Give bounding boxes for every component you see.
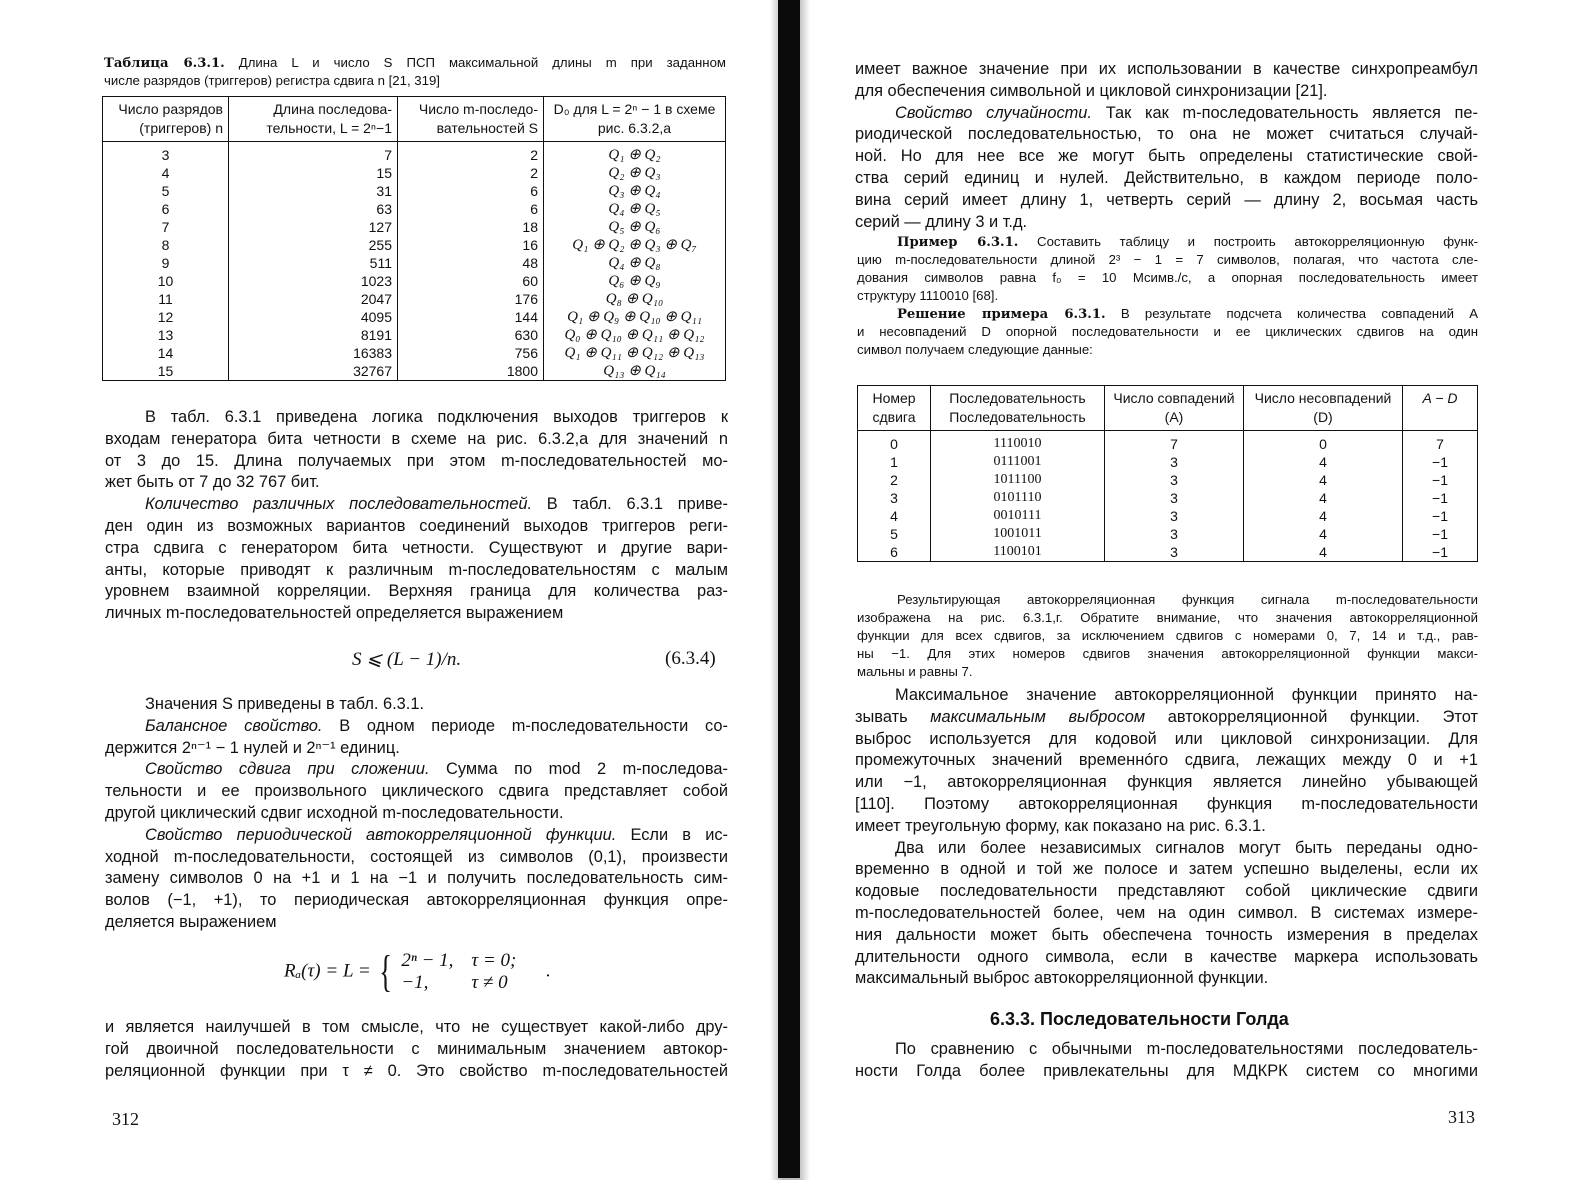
text-span: В табл. 6.3.1 приве- <box>532 495 728 514</box>
text-line: имеет важное значение при их использовании в качестве синхропреамбул <box>855 60 1478 78</box>
table-cell: 15 <box>229 164 398 182</box>
text-line: имеет треугольную форму, как показано на рис. 6.3.1. <box>855 816 1266 835</box>
table-cell: 0010111 <box>931 507 1105 525</box>
text-line: дования символов равна f₀ = 10 Мсимв./с, а опорная последовательность имеет <box>857 270 1478 285</box>
paragraphs-2 <box>855 685 1478 990</box>
table-cell: −1 <box>1403 525 1478 543</box>
case1-value: 2ⁿ − 1, <box>401 950 454 971</box>
table-row <box>103 290 726 308</box>
table-cell: Q₆ ⊕ Q₉ <box>544 272 726 290</box>
table-cell: 5 <box>858 525 931 543</box>
text-line: изображена на рис. 6.3.1,г. Обратите внимание, что значения автокорреляционной <box>857 610 1478 625</box>
text-line <box>857 305 1478 323</box>
table-cell: 60 <box>398 272 544 290</box>
table-cell: 255 <box>229 236 398 254</box>
formula-lhs: Rₐ(τ) = L = <box>284 960 371 982</box>
page-number: 313 <box>1448 1107 1475 1127</box>
table-cell: 4 <box>1244 489 1403 507</box>
table-cell: 14 <box>103 344 229 362</box>
table-cell: −1 <box>1403 543 1478 562</box>
table-row <box>103 308 726 326</box>
text-line <box>105 716 728 738</box>
col-header-n: Число разрядов (триггеров) n <box>103 97 229 142</box>
table-cell: 7 <box>1403 431 1478 454</box>
sequence-length-table <box>102 96 726 381</box>
text-span: Если в ис- <box>616 825 728 844</box>
table-cell: 3 <box>1105 507 1244 525</box>
col-header-sequence: Последовательность Последовательность <box>931 386 1105 431</box>
table-cell: 1023 <box>229 272 398 290</box>
text-line: волов (−1, +1), то периодическая автокорреляционная функция опре- <box>105 891 728 910</box>
table-cell: 11 <box>103 290 229 308</box>
table-cell: 5 <box>103 182 229 200</box>
text-line: мальны и равны 7. <box>857 664 973 679</box>
text-line: длительности одного символа, если в качестве маркера использовать <box>855 947 1478 966</box>
text-span: Так как m-последовательность является пе- <box>1091 103 1478 122</box>
table-cell: 4 <box>1244 453 1403 471</box>
table-cell: Q₀ ⊕ Q₁₀ ⊕ Q₁₁ ⊕ Q₁₂ <box>544 326 726 344</box>
table-cell: 0111001 <box>931 453 1105 471</box>
italic-term: Балансное свойство. <box>145 716 323 735</box>
text-line <box>105 825 728 847</box>
table-row <box>858 507 1478 525</box>
table-cell: 4 <box>1244 543 1403 562</box>
table-cell: Q₁ ⊕ Q₂ ⊕ Q₃ ⊕ Q₇ <box>544 236 726 254</box>
text-line: реляционной функции при τ ≠ 0. Это свойство m-последовательностей <box>105 1061 728 1080</box>
table-row <box>103 218 726 236</box>
text-span: Составить таблицу и построить автокорреляционную функ- <box>1018 234 1479 249</box>
text-line: структуру 1110010 [68]. <box>857 288 999 303</box>
table-cell: 4 <box>1244 525 1403 543</box>
text-line: Максимальное значение автокорреляционной функции принято на- <box>895 686 1478 704</box>
text-line <box>855 103 1478 125</box>
case2-value: −1, <box>401 972 429 993</box>
text-line: В табл. 6.3.1 приведена логика подключения выходов триггеров к <box>145 408 728 426</box>
table-cell: 32767 <box>229 362 398 381</box>
table-cell: 127 <box>229 218 398 236</box>
col-header-length: Длина последова- тельности, L = 2ⁿ−1 <box>229 97 398 142</box>
text-line: ной. Но для нее все же могут быть определены статистические свой- <box>855 147 1478 166</box>
table-cell: 12 <box>103 308 229 326</box>
table-cell: 2 <box>398 142 544 165</box>
italic-term: Свойство случайности. <box>895 103 1092 122</box>
text-line: промежуточных значений временнóго сдвига, лежащих между 0 и +1 <box>855 751 1478 770</box>
paragraphs-1 <box>855 59 1478 233</box>
table-cell: Q₁ ⊕ Q₁₁ ⊕ Q₁₂ ⊕ Q₁₃ <box>544 344 726 362</box>
table-cell: 9 <box>103 254 229 272</box>
table-caption <box>104 54 726 90</box>
formula-number: (6.3.4) <box>665 648 716 669</box>
text-line: жет быть от 7 до 32 767 бит. <box>105 473 320 492</box>
table-row <box>103 164 726 182</box>
text-line: серий — длину 3 и т.д. <box>855 212 1028 231</box>
formula-6-3-4: S ⩽ (L − 1)/n. <box>352 649 462 670</box>
text-line: числе разрядов (триггеров) регистра сдвига n [21, 319] <box>104 73 440 88</box>
table-cell: 1001011 <box>931 525 1105 543</box>
bold-label: Пример 6.3.1. <box>897 235 1019 250</box>
text-line <box>105 759 728 781</box>
text-line: выброс используется для кодовой или цикловой синхронизации. Для <box>855 729 1478 748</box>
text-line <box>855 707 1478 729</box>
col-header-mismatches: Число несовпадений (D) <box>1244 386 1403 431</box>
table-row <box>103 200 726 218</box>
table-row <box>103 142 726 165</box>
table-cell: Q₃ ⊕ Q₄ <box>544 182 726 200</box>
page-313 <box>800 0 1593 1199</box>
text-line: ны −1. Для этих номеров сдвигов значения автокорреляционной функции макси- <box>857 646 1478 661</box>
text-line: символ получаем следующие данные: <box>857 342 1093 357</box>
paragraphs-1 <box>105 407 728 625</box>
text-line: и несовпадений D опорной последовательности и ее циклических сдвигов на один <box>857 324 1478 339</box>
table-row <box>103 272 726 290</box>
table-cell: 0101110 <box>931 489 1105 507</box>
text-line: функции для всех сдвигов, за исключением сдвигов с номерами 0, 7, 14 и т.д., рав- <box>857 628 1478 643</box>
text-line: и является наилучшей в том смысле, что не существует какой-либо дру- <box>105 1018 728 1036</box>
table-cell: 2 <box>398 164 544 182</box>
result-note <box>857 591 1478 681</box>
table-cell: Q₈ ⊕ Q₁₀ <box>544 290 726 308</box>
table-cell: 6 <box>398 200 544 218</box>
page-number: 312 <box>112 1109 139 1129</box>
formula-end: . <box>546 960 551 982</box>
table-row <box>858 489 1478 507</box>
table-cell: 6 <box>103 200 229 218</box>
case2-cond: τ ≠ 0 <box>471 972 508 993</box>
text-line: кодовые последовательности представляют собой циклические сдвиги <box>855 882 1478 901</box>
table-cell: 4 <box>103 164 229 182</box>
table-cell: 511 <box>229 254 398 272</box>
text-line: [110]. Поэтому автокорреляционная функция m-последовательности <box>855 794 1478 813</box>
table-cell: Q₁ ⊕ Q₉ ⊕ Q₁₀ ⊕ Q₁₁ <box>544 308 726 326</box>
table-cell: 3 <box>103 142 229 165</box>
text-line: личных m-последовательностей определяется выражением <box>105 604 564 623</box>
table-cell: −1 <box>1403 471 1478 489</box>
italic-term: Свойство периодической автокорреляционной функции. <box>145 825 617 844</box>
table-cell: 3 <box>1105 525 1244 543</box>
text-line: вина серий имеет длину 1, четверть серий — длину 2, восьмая часть <box>855 190 1478 209</box>
table-cell: 13 <box>103 326 229 344</box>
table-cell: 6 <box>398 182 544 200</box>
table-row <box>103 344 726 362</box>
table-cell: 7 <box>103 218 229 236</box>
table-row <box>103 254 726 272</box>
table-cell: 3 <box>858 489 931 507</box>
table-cell: −1 <box>1403 453 1478 471</box>
brace: { <box>379 947 393 996</box>
table-cell: 16383 <box>229 344 398 362</box>
text-line: держится 2ⁿ⁻¹ − 1 нулей и 2ⁿ⁻¹ единиц. <box>105 738 400 757</box>
table-cell: 48 <box>398 254 544 272</box>
table-cell: 31 <box>229 182 398 200</box>
table-cell: 8 <box>103 236 229 254</box>
table-row <box>103 236 726 254</box>
table-cell: 756 <box>398 344 544 362</box>
table-cell: 3 <box>1105 471 1244 489</box>
table-cell: 3 <box>1105 489 1244 507</box>
table-cell: 8191 <box>229 326 398 344</box>
table-cell: Q₄ ⊕ Q₈ <box>544 254 726 272</box>
autocorrelation-formula <box>284 947 551 996</box>
text-line: уровнем взаимной корреляции. Верхняя граница для количества раз- <box>105 582 728 601</box>
italic-term: максимальным выбросом <box>930 707 1146 726</box>
text-line: для обеспечения символьной и цикловой синхронизации [21]. <box>855 81 1328 100</box>
table-cell: 2 <box>858 471 931 489</box>
bold-label: Таблица 6.3.1. <box>104 56 225 71</box>
text-line <box>104 54 726 72</box>
col-header-shift: Номер сдвига <box>858 386 931 431</box>
text-line: ден один из возможных вариантов соединений выходов триггеров реги- <box>105 516 728 535</box>
text-line: риодической последовательностью, то она не может считаться случай- <box>855 125 1478 144</box>
table-row <box>103 362 726 381</box>
table-cell: 4 <box>1244 471 1403 489</box>
table-cell: 4 <box>1244 507 1403 525</box>
text-line: ния дальности может быть обеспечена точность измерения в пределах <box>855 925 1478 944</box>
table-cell: 1110010 <box>931 431 1105 454</box>
text-line: входам генератора бита четности в схеме на рис. 6.3.2,а для значений n <box>105 429 728 448</box>
text-line: замену символов 0 на +1 и 1 на −1 и получить последовательность сим- <box>105 869 728 888</box>
section-heading: 6.3.3. Последовательности Голда <box>990 1009 1289 1029</box>
text-line: стра сдвига с генератором бита четности. Существуют и другие вари- <box>105 538 728 557</box>
paragraphs-3 <box>105 1017 728 1082</box>
table-cell: 1100101 <box>931 543 1105 562</box>
table-cell: 7 <box>229 142 398 165</box>
col-header-a-minus-d: A − D <box>1403 386 1478 431</box>
table-cell: 7 <box>1105 431 1244 454</box>
table-cell: 3 <box>1105 543 1244 562</box>
text-line: временно в одной и той же полосе и затем успешно выделены, если их <box>855 860 1478 879</box>
italic-term: Количество различных последовательностей. <box>145 495 533 514</box>
table-row <box>858 471 1478 489</box>
table-cell: −1 <box>1403 489 1478 507</box>
table-cell: 18 <box>398 218 544 236</box>
text-line: ности Голда более привлекательны для МДКРК систем со многими <box>855 1061 1478 1080</box>
table-cell: 0 <box>1244 431 1403 454</box>
col-header-count: Число m-последо- вательностей S <box>398 97 544 142</box>
table-cell: Q₁₃ ⊕ Q₁₄ <box>544 362 726 381</box>
table-cell: 63 <box>229 200 398 218</box>
table-cell: 1800 <box>398 362 544 381</box>
table-row <box>858 431 1478 454</box>
book-binding <box>778 0 800 1178</box>
table-cell: Q₅ ⊕ Q₆ <box>544 218 726 236</box>
formula-cases <box>401 950 541 994</box>
table-cell: 2047 <box>229 290 398 308</box>
table-cell: 4095 <box>229 308 398 326</box>
text-line: Результирующая автокорреляционная функция сигнала m-последовательности <box>897 592 1478 607</box>
paragraphs-2 <box>105 694 728 934</box>
page-312 <box>0 0 780 1199</box>
text-line: анты, которые приводят к различным m-последовательностям с малым <box>105 560 728 579</box>
table-cell: 16 <box>398 236 544 254</box>
text-span: Сумма по mod 2 m-последова- <box>429 760 728 779</box>
text-line: m-последовательностей более, чем на один символ. В системах измере- <box>855 903 1478 922</box>
text-line: Значения S приведены в табл. 6.3.1. <box>145 695 425 713</box>
text-line <box>105 494 728 516</box>
text-line: максимальный выброс автокорреляционной функции. <box>855 969 1269 988</box>
case1-cond: τ = 0; <box>471 950 517 971</box>
bold-label: Решение примера 6.3.1. <box>897 307 1106 322</box>
table-cell: 4 <box>858 507 931 525</box>
text-line: тельности и ее произвольного циклического сдвига представляет собой <box>105 782 728 801</box>
table-cell: Q₂ ⊕ Q₃ <box>544 164 726 182</box>
table-row <box>103 182 726 200</box>
table-cell: 630 <box>398 326 544 344</box>
table-cell: 144 <box>398 308 544 326</box>
col-header-matches: Число совпадений (A) <box>1105 386 1244 431</box>
paragraphs-3 <box>855 1039 1478 1083</box>
text-line: Два или более независимых сигналов могут быть переданы одно- <box>895 838 1478 857</box>
text-span: зывать <box>855 707 931 726</box>
table-cell: Q₄ ⊕ Q₅ <box>544 200 726 218</box>
text-line: деляется выражением <box>105 912 277 931</box>
table-cell: 1 <box>858 453 931 471</box>
text-span: В результате подсчета количества совпадений A <box>1105 306 1478 321</box>
table-cell: 0 <box>858 431 931 454</box>
text-line: ства серий единиц и нулей. Действительно, в каждом периоде поло- <box>855 168 1478 187</box>
text-line: По сравнению с обычными m-последовательностями последователь- <box>895 1040 1478 1058</box>
text-span: Длина L и число S ПСП максимальной длины m при заданном <box>224 55 726 70</box>
text-span: В одном периоде m-последовательности со- <box>322 716 728 735</box>
table-cell: −1 <box>1403 507 1478 525</box>
table-cell: 15 <box>103 362 229 381</box>
table-row <box>103 326 726 344</box>
text-line: от 3 до 15. Длина получаемых при этом m-последовательностей мо- <box>105 451 728 470</box>
table-cell: Q₁ ⊕ Q₂ <box>544 142 726 165</box>
example-6-3-1 <box>857 233 1478 359</box>
table-row <box>858 543 1478 562</box>
table-row <box>858 453 1478 471</box>
text-line: или −1, автокорреляционная функция является линейно убывающей <box>855 773 1478 792</box>
table-cell: 3 <box>1105 453 1244 471</box>
table-row <box>858 525 1478 543</box>
autocorrelation-table <box>857 385 1478 562</box>
text-line: другой циклический сдвиг исходной m-последовательности. <box>105 803 564 822</box>
text-line: гой двоичной последовательности с минимальным значением автокор- <box>105 1039 728 1058</box>
italic-term: Свойство сдвига при сложении. <box>145 760 430 779</box>
table-cell: 6 <box>858 543 931 562</box>
table-cell: 176 <box>398 290 544 308</box>
text-span: автокорреляционной функции. Этот <box>1145 707 1478 726</box>
text-line: цию m-последовательности длиной 2³ − 1 = 7 символов, полагая, что частота сле- <box>857 252 1478 267</box>
text-line <box>857 233 1478 251</box>
col-header-d0: D₀ для L = 2ⁿ − 1 в схеме рис. 6.3.2,а <box>544 97 726 142</box>
table-cell: 10 <box>103 272 229 290</box>
table-cell: 1011100 <box>931 471 1105 489</box>
text-line: ходной m-последовательности, состоящей из символов (0,1), произвести <box>105 847 728 866</box>
